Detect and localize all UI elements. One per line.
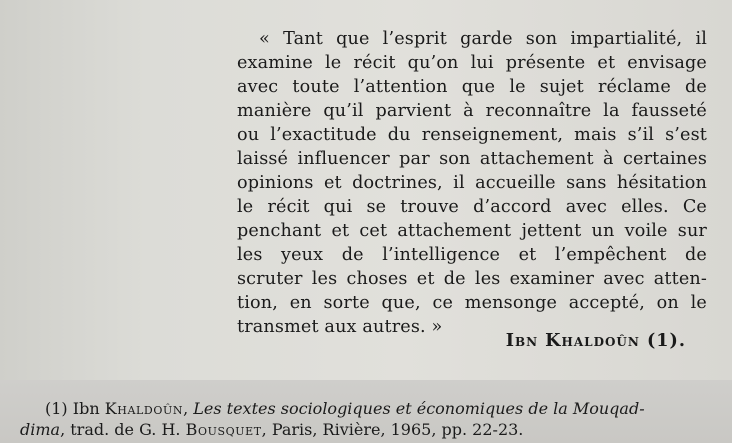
- footnote-author-last: Khaldoûn: [104, 399, 184, 418]
- footnote-line-2: [20, 419, 732, 440]
- footnote-trad-prefix: , trad. de G. H.: [60, 420, 181, 439]
- quote-line: transmet aux autres. »: [237, 317, 443, 337]
- quote-line: tion, en sorte que, ce mensonge accepté, on le: [237, 293, 707, 313]
- quote-line: avec toute l’attention que le sujet réclame de: [237, 77, 707, 97]
- footnote-title-part-2: dima: [20, 420, 61, 439]
- quote-line: laissé influencer par son attachement à certaines: [237, 149, 707, 169]
- footnote-line-1: [20, 398, 732, 419]
- quote-line: le récit qui se trouve d’accord avec elles. Ce: [237, 197, 707, 217]
- quote-line: scruter les choses et de les examiner avec atten-: [237, 269, 707, 289]
- footnote-publisher: , Paris, Rivière, 1965, pp. 22-23.: [261, 420, 524, 439]
- footnote-title-part-1: Les textes sociologiques et économiques de la Mouqad-: [193, 399, 645, 418]
- quote-line: opinions et doctrines, il accueille sans hésitation: [237, 173, 707, 193]
- footnote-sep: ,: [183, 399, 189, 418]
- quote-line: « Tant que l’esprit garde son impartialité, il: [259, 29, 707, 49]
- footnote-marker: (1): [45, 399, 68, 418]
- footnote-author-first: Ibn: [72, 399, 100, 418]
- block-quote: [237, 27, 707, 339]
- quote-line: les yeux de l’intelligence et l’empêchent de: [237, 245, 707, 265]
- quote-line: examine le récit qu’on lui présente et envisage: [237, 53, 707, 73]
- footnote-translator: Bousquet: [185, 420, 262, 439]
- quote-line: manière qu’il parvient à reconnaître la fausseté: [237, 101, 707, 121]
- footnote: [0, 398, 732, 440]
- quote-attribution: Ibn Khaldoûn (1).: [505, 330, 686, 351]
- quote-line: ou l’exactitude du renseignement, mais s’il s’est: [237, 125, 707, 145]
- quote-line: penchant et cet attachement jettent un voile sur: [237, 221, 707, 241]
